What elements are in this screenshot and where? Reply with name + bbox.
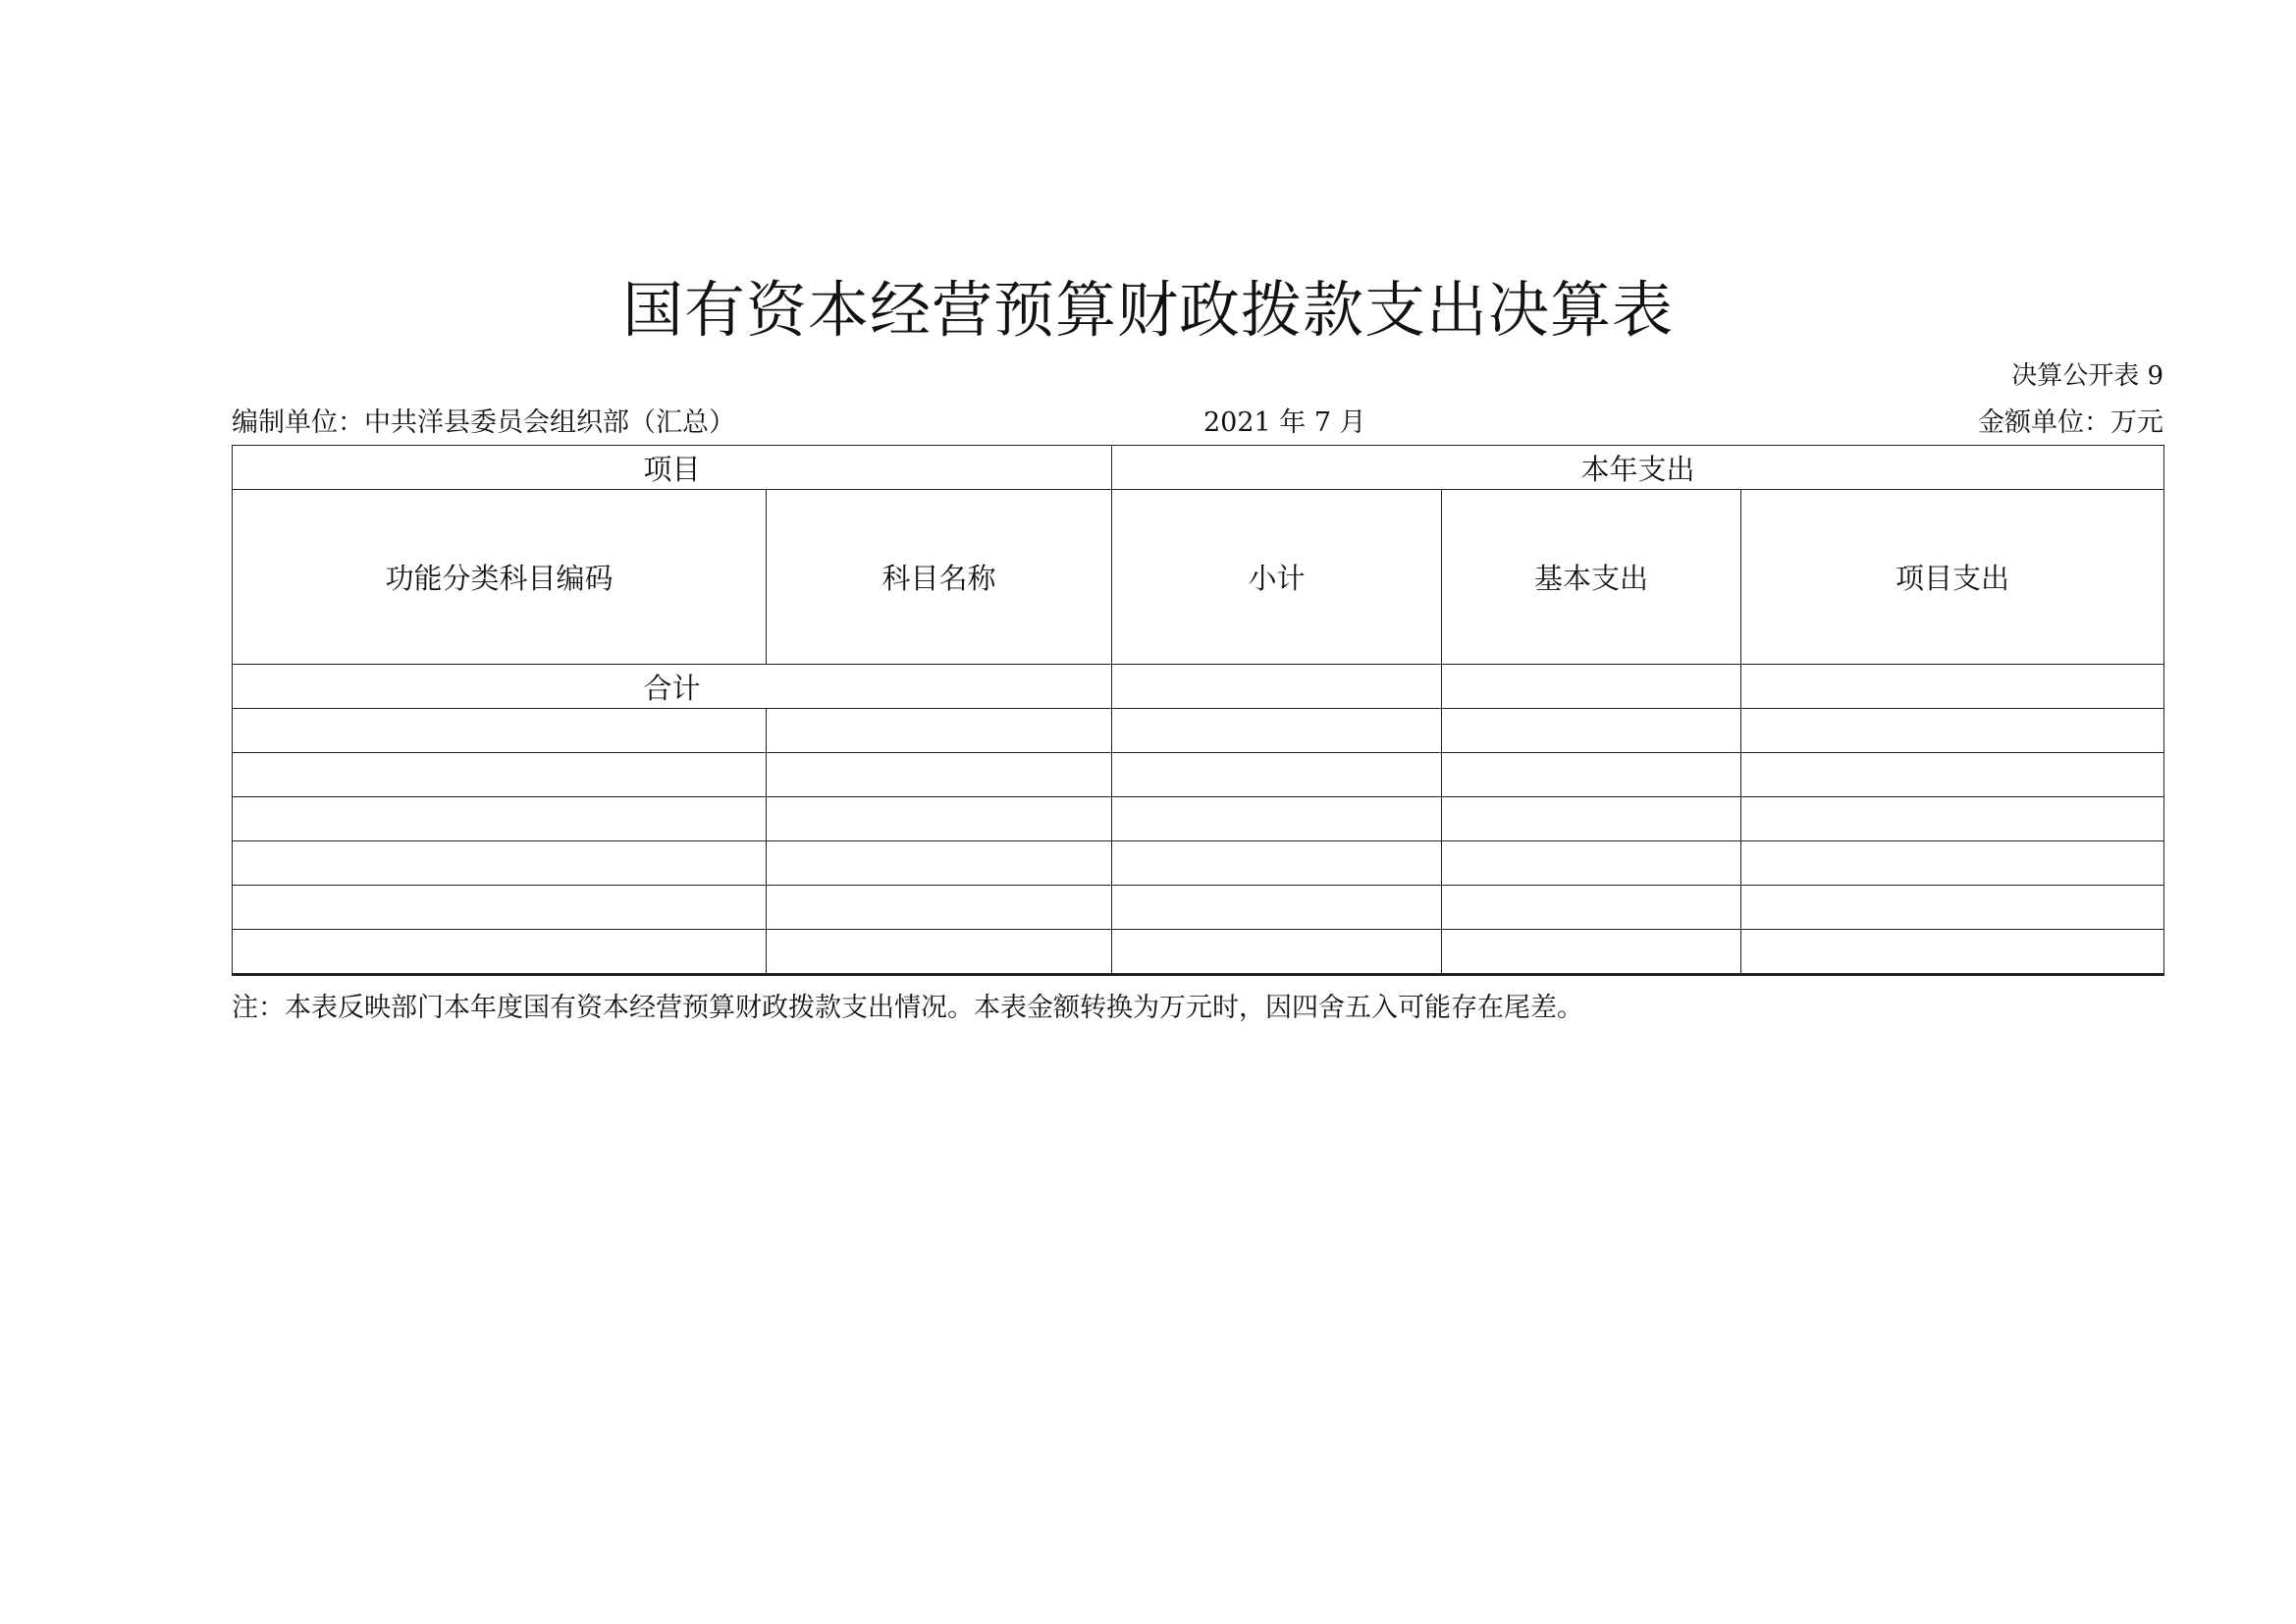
table-row [233, 797, 2164, 841]
table-cell [1741, 930, 2164, 975]
header-name: 科目名称 [767, 490, 1112, 665]
table-cell [1442, 930, 1741, 975]
header-subtotal: 小计 [1112, 490, 1442, 665]
table-code: 决算公开表 9 [2011, 361, 2163, 391]
table-cell [1442, 753, 1741, 797]
header-basic: 基本支出 [1442, 490, 1741, 665]
table-cell [1442, 841, 1741, 886]
table-cell [1741, 841, 2164, 886]
total-row [233, 665, 2164, 709]
header-code: 功能分类科目编码 [233, 490, 767, 665]
table-cell [1741, 753, 2164, 797]
total-project-cell [1741, 665, 2164, 709]
header-item: 项目 [233, 446, 1112, 490]
table-cell [1112, 930, 1442, 975]
table-cell [233, 753, 767, 797]
table-cell [767, 930, 1112, 975]
table-cell [1741, 886, 2164, 930]
table-cell [1112, 841, 1442, 886]
table-cell [1112, 709, 1442, 753]
table-cell [1112, 753, 1442, 797]
header-row-group [233, 446, 2164, 490]
org-label: 编制单位：中共洋县委员会组织部（汇总） [232, 407, 735, 438]
header-current-year: 本年支出 [1112, 446, 2164, 490]
table-cell [1741, 797, 2164, 841]
table-cell [767, 709, 1112, 753]
table-cell [1442, 886, 1741, 930]
table-cell [233, 886, 767, 930]
table-cell [1442, 709, 1741, 753]
table-row [233, 709, 2164, 753]
total-subtotal-cell [1112, 665, 1442, 709]
table-cell [233, 797, 767, 841]
table-cell [233, 709, 767, 753]
table-cell [1112, 886, 1442, 930]
table-cell [767, 886, 1112, 930]
meta-row [232, 405, 2163, 444]
table-row [233, 930, 2164, 975]
table-cell [1112, 797, 1442, 841]
table-row [233, 753, 2164, 797]
footnote: 注：本表反映部门本年度国有资本经营预算财政拨款支出情况。本表金额转换为万元时，因四舍五入可能存在尾差。 [232, 993, 1583, 1023]
report-table [232, 445, 2164, 976]
header-row-columns [233, 490, 2164, 665]
table-row [233, 886, 2164, 930]
page-title: 国有资本经营预算财政拨款支出决算表 [621, 274, 1674, 346]
table-cell [767, 797, 1112, 841]
total-label: 合计 [233, 665, 1112, 709]
unit-label: 金额单位：万元 [1978, 407, 2163, 438]
table-cell [1741, 709, 2164, 753]
table-cell [1442, 797, 1741, 841]
table-cell [767, 841, 1112, 886]
table-cell [233, 930, 767, 975]
header-project: 项目支出 [1741, 490, 2164, 665]
table-row [233, 841, 2164, 886]
table-cell [767, 753, 1112, 797]
total-basic-cell [1442, 665, 1741, 709]
date-label: 2021 年 7 月 [1203, 407, 1366, 438]
table-cell [233, 841, 767, 886]
